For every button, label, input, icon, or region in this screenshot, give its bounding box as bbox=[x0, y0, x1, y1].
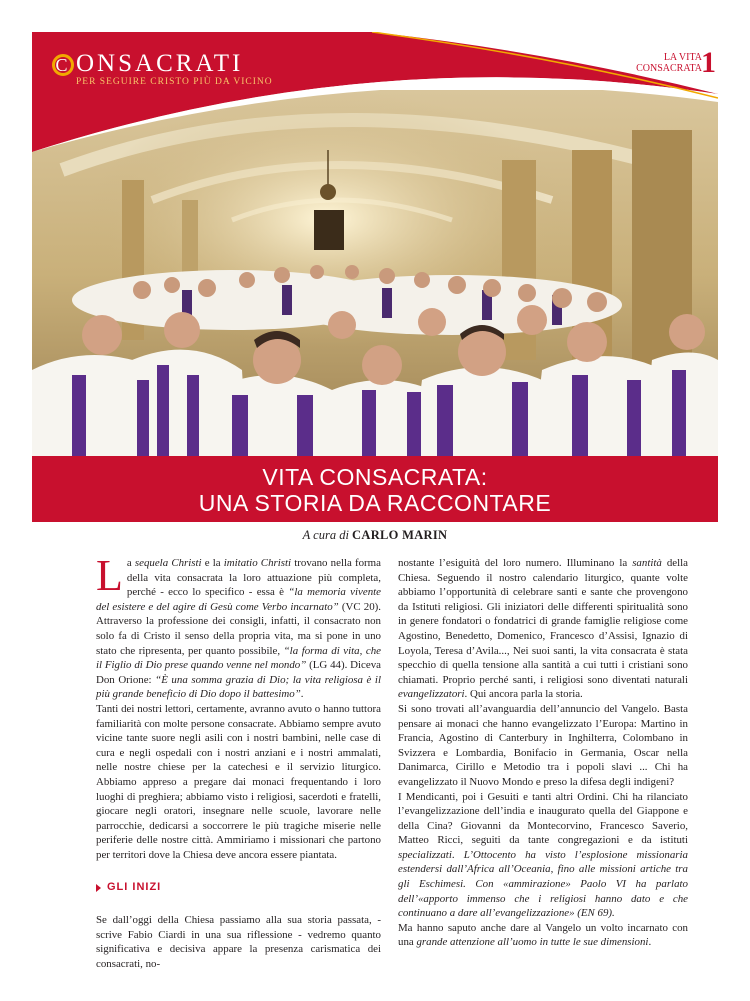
byline-prefix: A cura di bbox=[302, 528, 349, 542]
section-line-2: CONSACRATA bbox=[636, 63, 702, 74]
drop-cap: L bbox=[96, 551, 123, 600]
text-run: . bbox=[648, 936, 652, 949]
italic-run: specializzati bbox=[398, 848, 452, 861]
subhead-text: GLI INIZI bbox=[107, 881, 162, 894]
article-title-line-1: VITA CONSACRATA: bbox=[262, 464, 488, 490]
text-run: e la bbox=[201, 557, 224, 569]
text-run: trovano nella forma della vita consacrata la loro attuazione più completa, perché - ecco lo specifico - essa è bbox=[126, 557, 381, 599]
italic-run: grande attenzione all’uomo in tutte le sue dimensioni bbox=[416, 936, 649, 949]
article-title-line-2: UNA STORIA DA RACCONTARE bbox=[198, 490, 552, 516]
italic-run: L’Ottocento ha visto l’esplosione missionaria estendersi dall’Africa all’Oceania, fino alle missioni artiche tra gli Eschimesi. Con «ammirazione» Paolo VI ha parlato dell’«apporto immenso che i religiosi hanno dato e che continuano a dare all’evangelizzazione» (EN 69). bbox=[398, 848, 688, 920]
italic-run: sequela Christi bbox=[134, 557, 202, 569]
article-column-right bbox=[398, 556, 688, 950]
byline-author: CARLO MARIN bbox=[352, 528, 448, 542]
article-paragraph bbox=[96, 551, 382, 702]
article-column-left bbox=[96, 551, 382, 971]
text-run: Ma hanno saputo anche dare al Vangelo un volto incarnato con una bbox=[398, 921, 688, 949]
italic-run: imitatio Christi bbox=[223, 557, 292, 569]
rich-text bbox=[398, 791, 688, 920]
text-run: della Chiesa. Seguendo il nostro calendario liturgico, quante volte abbiamo l’opportunità di celebrare santi e sante che provengono da Istituti religiosi. Gli iniziatori delle differenti spiritualità sono in genere fondatori o fondatrici di grande famiglie religiose come Agostino, Benedetto, Domenico, Francesco d’Assisi, Ignazio di Loyola, Teresa d’Avila..., Nei suoi santi, la vita consacrata è stata specchio di quella tensione alla santità a cui tutti i cristiani sono chiamati. Proprio perché santi, i religiosi sono diventati naturali bbox=[398, 557, 688, 686]
italic-run: santità bbox=[632, 557, 662, 569]
article-paragraph: Se dall’oggi della Chiesa passiamo alla sua storia passata, - scrive Fabio Ciardi in una sua riflessione - vedremo quanto significativa e decisiva appare la presenza carismatica dei consacrati, no- bbox=[96, 914, 381, 970]
page-number: 1 bbox=[701, 46, 716, 79]
section-label bbox=[636, 52, 702, 74]
article-paragraph bbox=[398, 921, 688, 950]
consacrati-logo bbox=[52, 50, 273, 87]
text-run: a bbox=[126, 557, 135, 569]
italic-run: “la forma di vita, che il Figlio di Dio prese quando venne nel mondo” bbox=[96, 644, 382, 672]
article-paragraph: Si sono trovati all’avanguardia dell’annuncio del Vangelo. Basta pensare ai monaci che hanno evangelizzato l’Europa: Martino in Francia, Agostino di Canterbury in Inghilterra, Colombano in Svizzera e Lombardia, Bonifacio in Germania, Oscar nella Danimarca, Cirillo e Metodio tra i popoli slavi ... Chi ha evangelizzato il Nuovo Mondo e preso la difesa degli indigeni? bbox=[398, 702, 688, 788]
italic-run: evangelizzatori bbox=[398, 688, 465, 701]
subhead-arrow-icon bbox=[96, 884, 101, 892]
section-subhead bbox=[96, 880, 381, 895]
text-run: I Mendicanti, poi i Gesuiti e tanti altri Ordini. Chi ha rilanciato l’evangelizzazione dell’india e inaugurato quella del Giappone e della Cina? Giovanni da Montecorvino, Francesco Saverio, Matteo Ricci, seguiti da tante congregazioni e da istituti bbox=[398, 790, 688, 847]
italic-run: “la memoria vivente del esistere e del agire di Gesù come Verbo incarnato” bbox=[96, 586, 381, 613]
rich-text bbox=[398, 922, 688, 949]
section-line-1: LA VITA bbox=[663, 52, 702, 63]
article-paragraph bbox=[398, 556, 688, 702]
article-paragraph bbox=[398, 790, 688, 921]
logo-wordmark bbox=[52, 50, 273, 78]
text-run: (LG 44). Diceva Don Orione: bbox=[96, 659, 381, 686]
text-run: . bbox=[451, 848, 464, 861]
text-run: nostante l’esiguità del loro numero. Illuminano la bbox=[398, 557, 633, 569]
article-paragraph: Tanti dei nostri lettori, certamente, avranno avuto o hanno tuttora familiarità con molte persone consacrate. Abbiamo sempre avuto vicine tante suore negli asili con i nostri bambini, nelle case di cura e negli ospedali con i nostri anziani e i nostri ammalati, nelle nostre chiese per la catechesi e il servizio liturgico. Abbiamo appreso a pregare dai monaci frequentando i loro luoghi di preghiera; abbiamo visto i religiosi, sacerdoti e fratelli, giocare negli oratori, insegnare nelle scuole, lavorare nelle parrocchie, dedicarsi a soccorrere le più tragiche miserie nelle periferie delle nostre città. Ammiriamo i missionari che partono per territori dove la Chiesa deve ancora essere piantata. bbox=[96, 702, 381, 861]
text-run: . bbox=[300, 688, 304, 701]
byline bbox=[0, 528, 750, 543]
italic-run: “È una somma grazia di Dio; la vita religiosa è il più grande beneficio di Dio dopo il battesimo” bbox=[96, 673, 381, 701]
text-run: . Qui ancora parla la storia. bbox=[464, 688, 583, 701]
rich-text bbox=[96, 551, 382, 701]
logo-initial: C bbox=[52, 54, 74, 76]
logo-tagline: PER SEGUIRE CRISTO PIÙ DA VICINO bbox=[76, 77, 273, 87]
text-run: (VC 20). Attraverso la professione dei consigli, infatti, il consacrato non solo fa di Cristo il senso della propria vita, ma si pone in uno stato che ripresenta, per quanto possibile, bbox=[96, 600, 381, 657]
rich-text bbox=[398, 557, 688, 700]
title-band bbox=[32, 456, 718, 522]
logo-rest: ONSACRATI bbox=[76, 50, 244, 77]
